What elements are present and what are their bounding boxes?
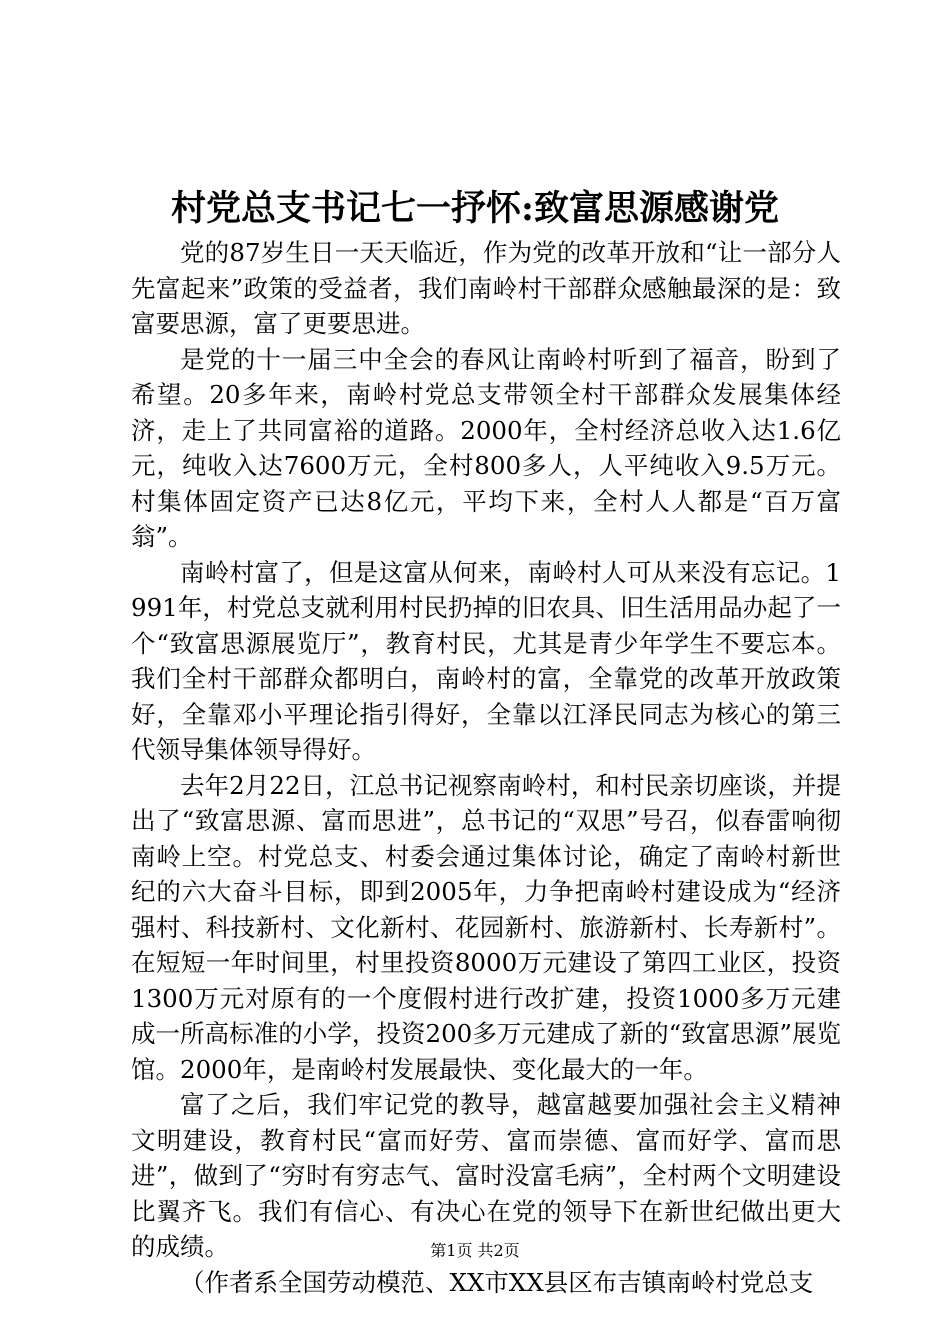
paragraph: 去年2月22日，江总书记视察南岭村，和村民亲切座谈，并提出了“致富思源、富而思进”，总书记的“双思”号召，似春雷响彻南岭上空。村党总支、村委会通过集体讨论，确定了南岭村新世纪的六大奋斗目标，即到2005年，力争把南岭村建设成为“经济强村、科技新村、文化新村、花园新村、旅游新村、长寿新村”。在短短一年时间里，村里投资8000万元建设了第四工业区，投资1300万元对原有的一个度假村进行改扩建，投资1000多万元建成一所高标准的小学，投资200多万元建成了新的“致富思源”展览馆。2000年，是南岭村发展最快、变化最大的一年。 [131,770,841,1084]
document-title: 村党总支书记七一抒怀:致富思源感谢党 [171,188,779,229]
paragraph: 南岭村富了，但是这富从何来，南岭村人可从来没有忘记。1991年，村党总支就利用村民扔掉的旧农具、旧生活用品办起了一个“致富思源展览厅”，教育村民，尤其是青少年学生不要忘本。我们全村干部群众都明白，南岭村的富，全靠党的改革开放政策好，全靠邓小平理论指引得好，全靠以江泽民同志为核心的第三代领导集体领导得好。 [131,557,841,764]
paragraph: 富了之后，我们牢记党的教导，越富越要加强社会主义精神文明建设，教育村民“富而好劳、富而崇德、富而好学、富而思进”，做到了“穷时有穷志气、富时没富毛病”，全村两个文明建设比翼齐飞。我们有信心、有决心在党的领导下在新世纪做出更大的成绩。 [131,1090,841,1261]
paragraph: 是党的十一届三中全会的春风让南岭村听到了福音，盼到了希望。20多年来，南岭村党总支带领全村干部群众发展集体经济，走上了共同富裕的道路。2000年，全村经济总收入达1.6亿元，纯收入达7600万元，全村800多人，人平纯收入9.5万元。村集体固定资产已达8亿元，平均下来，全村人人都是“百万富翁”。 [131,344,841,551]
paragraph: （作者系全国劳动模范、XX市XX县区布吉镇南岭村党总支 [180,1267,814,1297]
page-footer: 第1页 共2页 [430,1241,520,1260]
paragraph: 党的87岁生日一天天临近，作为党的改革开放和“让一部分人先富起来”政策的受益者，我们南岭村干部群众感触最深的是：致富要思源，富了更要思进。 [131,238,841,338]
document-body [131,235,841,1300]
